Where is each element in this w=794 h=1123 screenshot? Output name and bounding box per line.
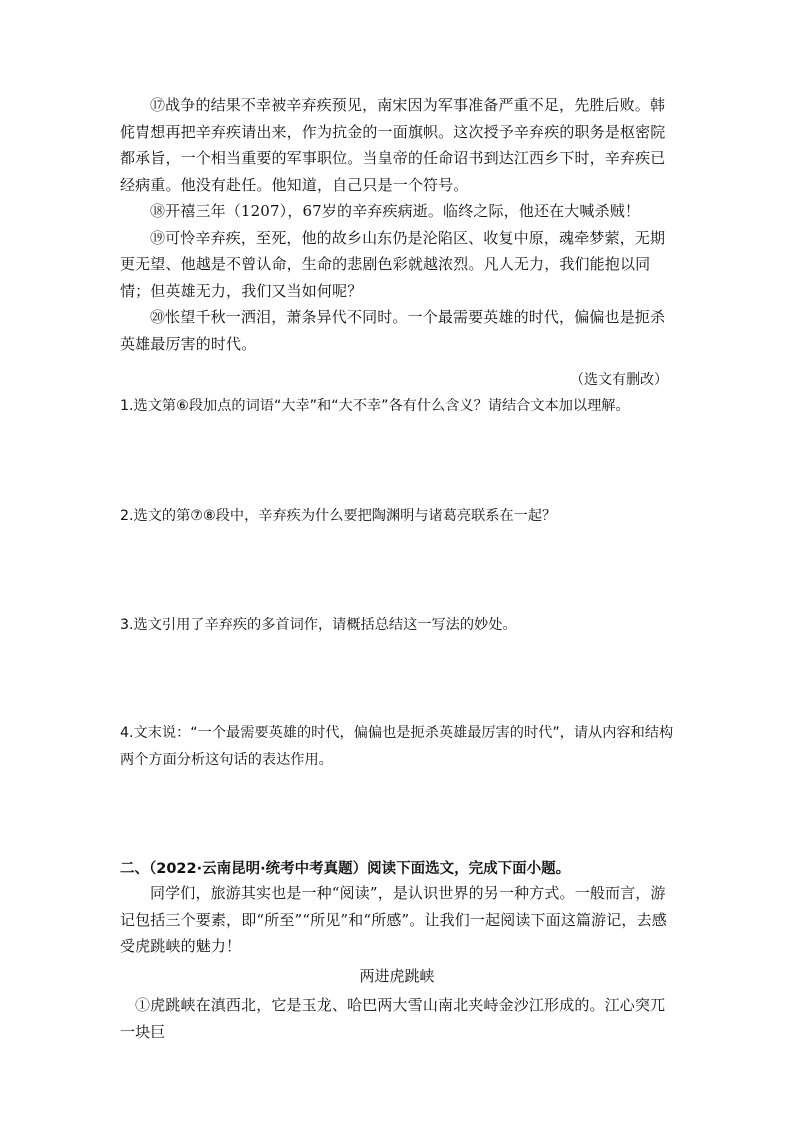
section-two-intro-block	[120, 880, 675, 960]
paragraph-17: ⑰战争的结果不幸被辛弃疾预见，南宋因为军事准备严重不足，先胜后败。韩侂胄想再把辛弃疾请出来，作为抗金的一面旗帜。这次授予辛弃疾的职务是枢密院都承旨，一个相当重要的军事职位。当皇帝的任命诏书到达江西乡下时，辛弃疾已经病重。他没有赴任。他知道，自己只是一个符号。	[120, 96, 666, 194]
article-title: 两进虎跳峡	[359, 967, 435, 985]
question-3: 3.选文引用了辛弃疾的多首词作，请概括总结这一写法的妙处。	[120, 617, 517, 633]
section-two-intro: 同学们，旅游其实也是一种“阅读”，是认识世界的另一种方式。一般而言，游记包括三个要素，即“所至”“所见”和“所感”。让我们一起阅读下面这篇游记，去感受虎跳峡的魅力！	[120, 884, 667, 955]
paragraph-19: ⑲可怜辛弃疾，至死，他的故乡山东仍是沦陷区、收复中原，魂牵梦萦，无期更无望、他越是不曾认命，生命的悲剧色彩就越浓烈。凡人无力，我们能抱以同情；但英雄无力，我们又当如何呢？	[120, 228, 666, 300]
paragraph-20: ⑳怅望千秋一洒泪，萧条异代不同时。一个最需要英雄的时代，偏偏也是扼杀英雄最厉害的时代。	[120, 308, 666, 353]
section-two-heading: 二、（2022·云南昆明·统考中考真题）阅读下面选文，完成下面小题。	[120, 861, 571, 877]
article-body	[120, 992, 680, 1045]
source-note: （选文有删改）	[570, 372, 668, 388]
passage-one	[120, 92, 675, 357]
question-1: 1.选文第⑥段加点的词语“大幸”和“大不幸”各有什么含义？请结合文本加以理解。	[120, 398, 630, 414]
paragraph-18: ⑱开禧三年（1207），67岁的辛弃疾病逝。临终之际，他还在大喊杀贼！	[150, 202, 641, 220]
question-2: 2.选文的第⑦⑧段中，辛弃疾为什么要把陶渊明与诸葛亮联系在一起？	[120, 508, 557, 524]
question-4: 4.文末说：“一个最需要英雄的时代，偏偏也是扼杀英雄最厉害的时代”，请从内容和结构两个方面分析这句话的表达作用。	[120, 725, 674, 768]
article-paragraph-1: ①虎跳峡在滇西北，它是玉龙、哈巴两大雪山南北夹峙金沙江形成的。江心突兀一块巨	[120, 996, 666, 1041]
